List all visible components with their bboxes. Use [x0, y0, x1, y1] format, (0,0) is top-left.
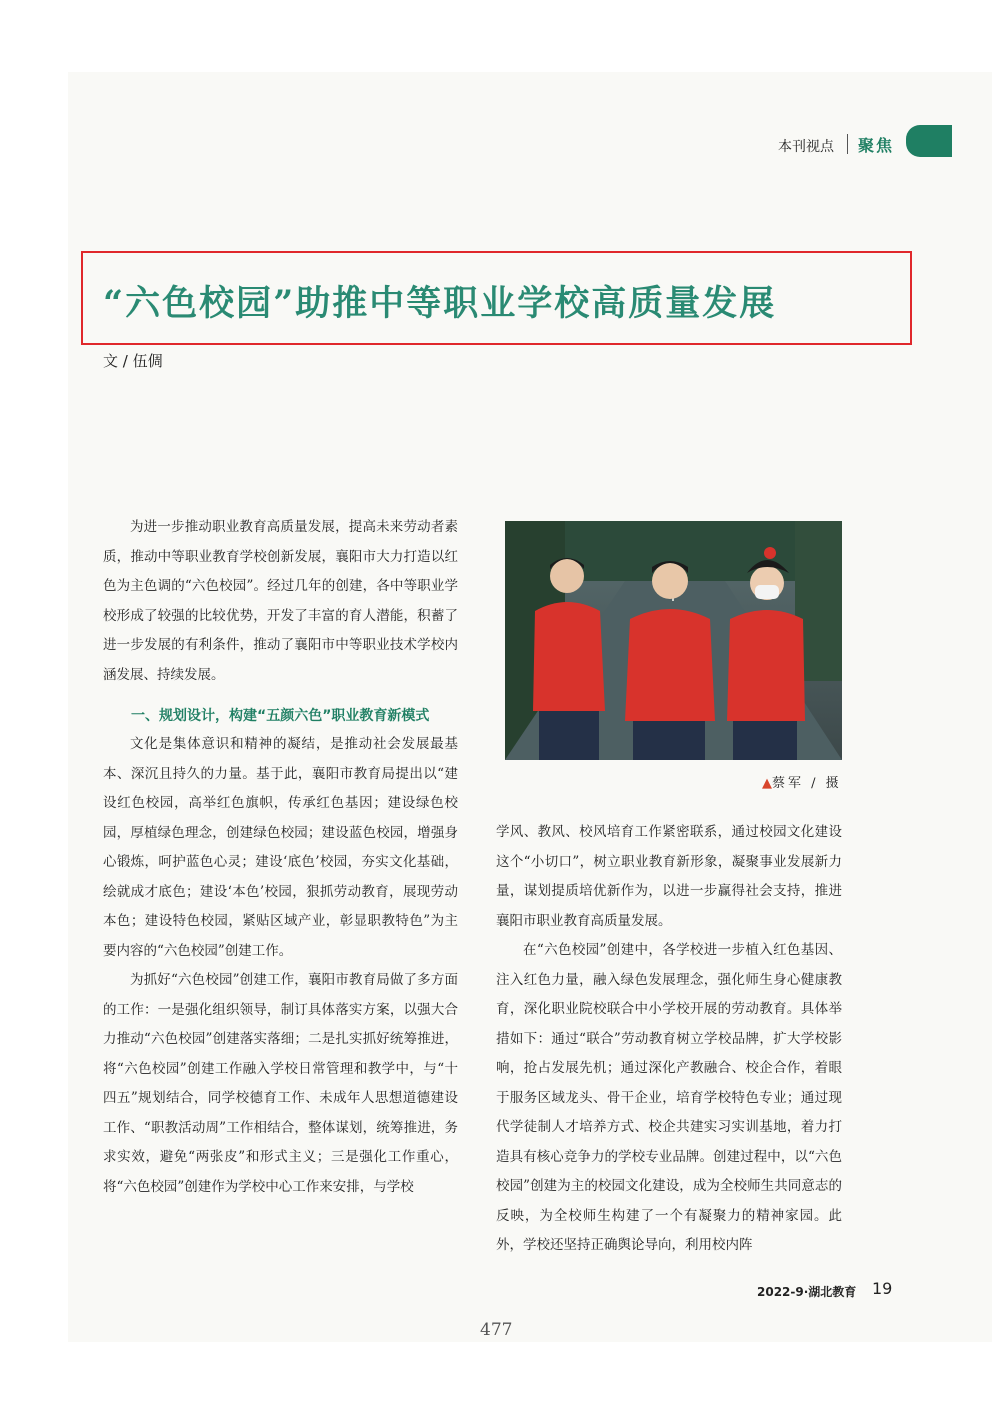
section-label: 本刊视点	[778, 139, 834, 155]
article-title: “六色校园”助推中等职业学校高质量发展	[103, 283, 777, 324]
left-column	[103, 513, 458, 1202]
right-column	[496, 818, 842, 1261]
section-tab-marker	[906, 125, 952, 157]
students-running-photo	[505, 521, 842, 760]
header-divider	[847, 134, 848, 154]
photo-illustration	[505, 521, 842, 760]
issue-label: 2022-9·湖北教育	[757, 1285, 857, 1299]
caption-marker: ▲	[762, 776, 772, 791]
archive-page-number: 477	[480, 1320, 513, 1340]
body-paragraph: 在“六色校园”创建中，各学校进一步植入红色基因、注入红色力量，融入绿色发展理念，强化师生身心健康教育，深化职业院校联合中小学校开展的劳动教育。具体举措如下：通过“联合”劳动教育树立学校品牌，扩大学校影响，抢占发展先机；通过深化产教融合、校企合作，着眼于服务区域龙头、骨干企业，培育学校特色专业；通过现代学徒制人才培养方式、校企共建实习实训基地，着力打造具有核心竞争力的学校专业品牌。创建过程中，以“六色校园”创建为主的校园文化建设，成为全校师生共同意志的反映，为全校师生构建了一个有凝聚力的精神家园。此外，学校还坚持正确舆论导向，利用校内阵	[496, 942, 842, 1253]
article-byline: 文 / 伍倜	[103, 352, 163, 370]
body-paragraph: 学风、教风、校风培育工作紧密联系，通过校园文化建设这个“小切口”，树立职业教育新形象，凝聚事业发展新力量，谋划提质培优新作为，以进一步赢得社会支持，推进襄阳市职业教育高质量发展。	[496, 824, 842, 929]
page-number: 19	[872, 1279, 893, 1298]
section-heading: 一、规划设计，构建“五颜六色”职业教育新模式	[131, 708, 430, 724]
body-paragraph: 为抓好“六色校园”创建工作，襄阳市教育局做了多方面的工作：一是强化组织领导，制订具体落实方案，以强大合力推动“六色校园”创建落实落细；二是扎实抓好统筹推进，将“六色校园”创建工作融入学校日常管理和教学中，与“十四五”规划结合，同学校德育工作、未成年人思想道德建设工作、“职教活动周”工作相结合，整体谋划，统筹推进，务求实效，避免“两张皮”和形式主义；三是强化工作重心，将“六色校园”创建作为学校中心工作来安排，与学校	[103, 972, 458, 1195]
photo-credit: 蔡军 / 摄	[772, 776, 842, 791]
photo-caption	[762, 772, 842, 791]
body-paragraph: 文化是集体意识和精神的凝结，是推动社会发展最基本、深沉且持久的力量。基于此，襄阳市教育局提出以“建设红色校园，高举红色旗帜，传承红色基因；建设绿色校园，厚植绿色理念，创建绿色校园；建设蓝色校园，增强身心锻炼，呵护蓝色心灵；建设‘底色’校园，夯实文化基础，绘就成才底色；建设‘本色’校园，狠抓劳动教育，展现劳动本色；建设特色校园，紧贴区域产业，彰显职教特色”为主要内容的“六色校园”创建工作。	[103, 736, 458, 959]
column-label: 聚焦	[858, 136, 895, 155]
intro-paragraph: 为进一步推动职业教育高质量发展，提高未来劳动者素质，推动中等职业教育学校创新发展，襄阳市大力打造以红色为主色调的“六色校园”。经过几年的创建，各中等职业学校形成了较强的比较优势，开发了丰富的育人潜能，积蓄了进一步发展的有利条件，推动了襄阳市中等职业技术学校内涵发展、持续发展。	[103, 519, 458, 683]
